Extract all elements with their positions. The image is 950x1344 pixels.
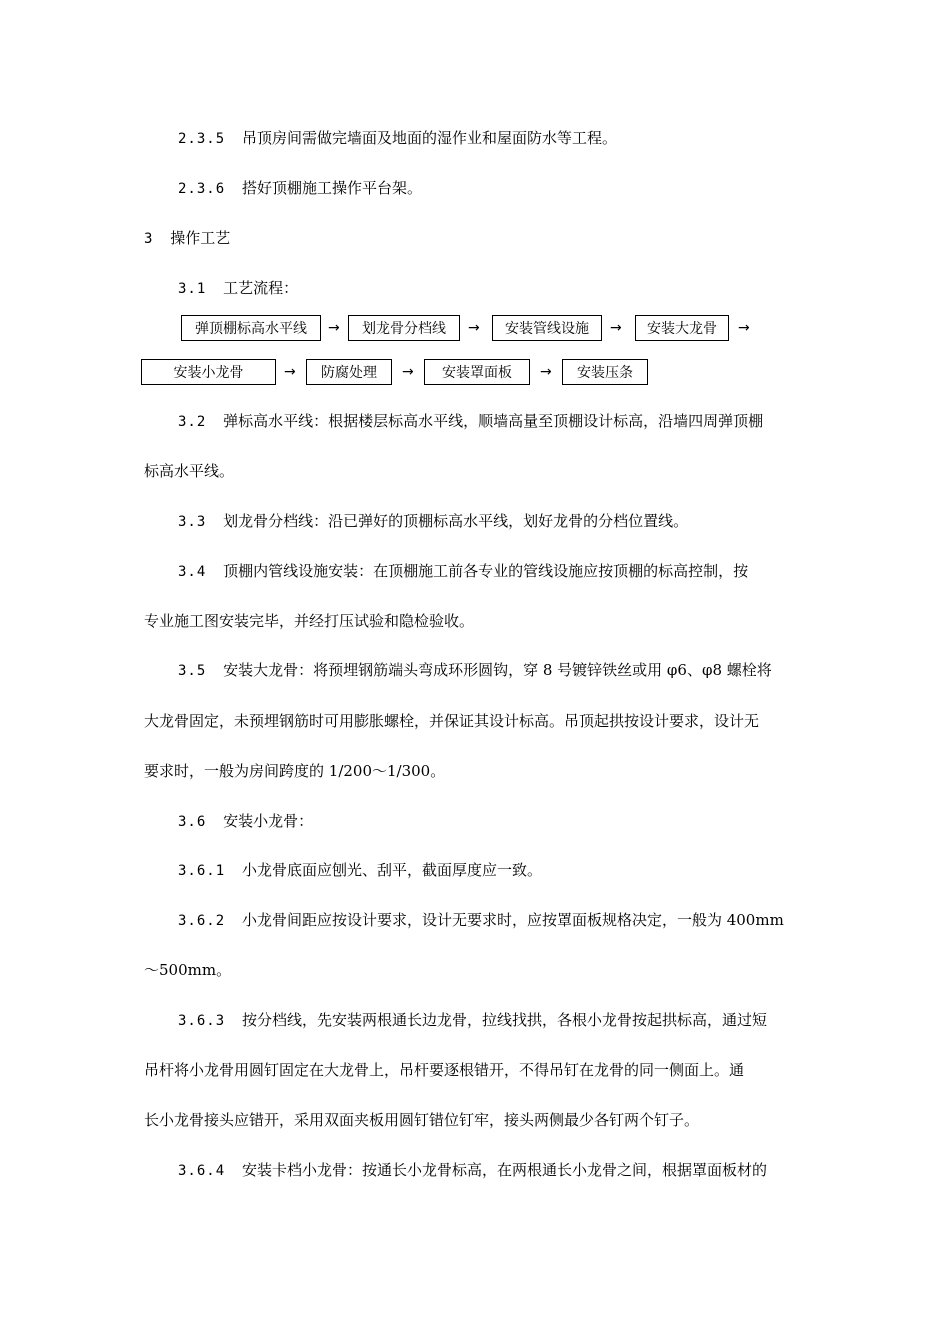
clause-3-6-4 bbox=[178, 1160, 767, 1181]
clause-3-6-3 bbox=[178, 1010, 767, 1031]
clause-text: 安装卡档小龙骨：按通长小龙骨标高，在两根通长小龙骨之间，根据罩面板材的 bbox=[241, 1161, 767, 1179]
clause-2-3-6 bbox=[178, 178, 422, 199]
clause-number: 3.6.2 bbox=[178, 913, 226, 929]
clause-text: 安装大龙骨：将预埋钢筋端头弯成环形圆钩，穿 8 号镀锌铁丝或用 φ6、φ8 螺栓将 bbox=[223, 661, 772, 679]
clause-3-6-2 bbox=[178, 910, 784, 931]
clause-3-5-continued: 大龙骨固定，未预埋钢筋时可用膨胀螺栓，并保证其设计标高。吊顶起拱按设计要求，设计无 bbox=[144, 712, 760, 730]
clause-3-6-3-continued: 吊杆将小龙骨用圆钉固定在大龙骨上，吊杆要逐根错开，不得吊钉在龙骨的同一侧面上。通 bbox=[144, 1061, 745, 1079]
clause-number: 3.4 bbox=[178, 564, 207, 580]
flow-arrow-icon: → bbox=[468, 320, 480, 336]
section-3-heading bbox=[144, 228, 230, 249]
clause-number: 3.6.3 bbox=[178, 1013, 226, 1029]
clause-number: 3.6.1 bbox=[178, 863, 226, 879]
clause-3-5-continued: 要求时，一般为房间跨度的 1/200～1/300。 bbox=[144, 762, 446, 780]
section-number: 3 bbox=[144, 231, 154, 247]
clause-number: 2.3.6 bbox=[178, 181, 226, 197]
section-title: 操作工艺 bbox=[170, 229, 231, 247]
clause-3-5 bbox=[178, 660, 772, 681]
clause-number: 3.5 bbox=[178, 663, 207, 679]
clause-number: 3.2 bbox=[178, 414, 207, 430]
flow-step-6: 防腐处理 bbox=[306, 359, 392, 385]
clause-text: 工艺流程： bbox=[223, 279, 299, 297]
clause-3-4-continued: 专业施工图安装完毕，并经打压试验和隐检验收。 bbox=[144, 612, 475, 630]
flow-step-7: 安装罩面板 bbox=[424, 359, 530, 385]
clause-number: 2.3.5 bbox=[178, 131, 226, 147]
clause-text: 按分档线，先安装两根通长边龙骨，拉线找拱，各根小龙骨按起拱标高，通过短 bbox=[241, 1011, 767, 1029]
flow-step-5: 安装小龙骨 bbox=[141, 359, 276, 385]
clause-number: 3.3 bbox=[178, 514, 207, 530]
flow-step-8: 安装压条 bbox=[562, 359, 648, 385]
clause-3-1 bbox=[178, 278, 298, 299]
clause-3-2 bbox=[178, 411, 763, 432]
flow-step-3: 安装管线设施 bbox=[492, 315, 602, 341]
clause-3-6-1 bbox=[178, 860, 542, 881]
flow-arrow-icon: → bbox=[328, 320, 340, 336]
flow-step-2: 划龙骨分档线 bbox=[348, 315, 460, 341]
flow-arrow-icon: → bbox=[284, 364, 296, 380]
clause-text: 小龙骨底面应刨光、刮平，截面厚度应一致。 bbox=[241, 861, 542, 879]
clause-number: 3.1 bbox=[178, 281, 207, 297]
flow-arrow-icon: → bbox=[540, 364, 552, 380]
clause-3-6-3-continued: 长小龙骨接头应错开，采用双面夹板用圆钉错位钉牢，接头两侧最少各钉两个钉子。 bbox=[144, 1111, 700, 1129]
clause-text: 弹标高水平线：根据楼层标高水平线，顺墙高量至顶棚设计标高，沿墙四周弹顶棚 bbox=[223, 412, 764, 430]
clause-text: 安装小龙骨： bbox=[223, 812, 314, 830]
flow-step-1: 弹顶棚标高水平线 bbox=[181, 315, 321, 341]
flow-arrow-icon: → bbox=[402, 364, 414, 380]
clause-3-3 bbox=[178, 511, 688, 532]
flow-step-4: 安装大龙骨 bbox=[635, 315, 729, 341]
clause-text: 搭好顶棚施工操作平台架。 bbox=[241, 179, 422, 197]
clause-2-3-5 bbox=[178, 128, 617, 149]
clause-text: 吊顶房间需做完墙面及地面的湿作业和屋面防水等工程。 bbox=[241, 129, 617, 147]
clause-3-6 bbox=[178, 811, 313, 832]
clause-number: 3.6.4 bbox=[178, 1163, 226, 1179]
clause-3-2-continued: 标高水平线。 bbox=[144, 462, 235, 480]
clause-text: 顶棚内管线设施安装：在顶棚施工前各专业的管线设施应按顶棚的标高控制，按 bbox=[223, 562, 749, 580]
clause-3-4 bbox=[178, 561, 748, 582]
clause-text: 划龙骨分档线：沿已弹好的顶棚标高水平线，划好龙骨的分档位置线。 bbox=[223, 512, 689, 530]
flow-arrow-icon: → bbox=[610, 320, 622, 336]
flow-arrow-icon: → bbox=[738, 320, 750, 336]
clause-number: 3.6 bbox=[178, 814, 207, 830]
clause-3-6-2-continued: ～500mm。 bbox=[144, 961, 232, 979]
clause-text: 小龙骨间距应按设计要求，设计无要求时，应按罩面板规格决定，一般为 400mm bbox=[241, 911, 784, 929]
